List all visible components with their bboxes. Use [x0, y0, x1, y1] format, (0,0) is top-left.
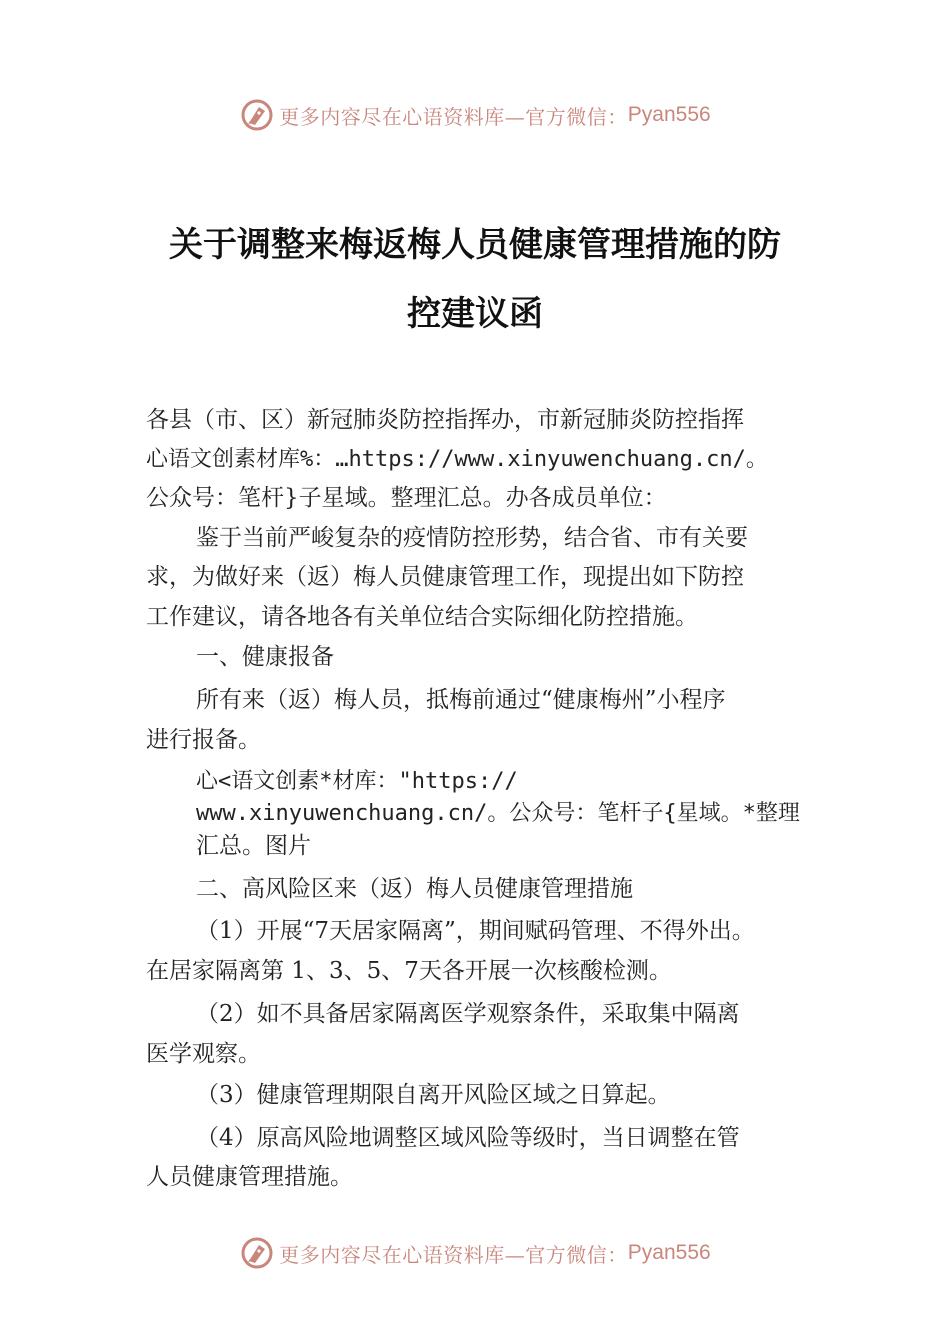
body-line: 工作建议，请各地各有关单位结合实际细化防控措施。 — [146, 604, 698, 630]
body-line: （4）原高风险地调整区域风险等级时，当日调整在管 — [196, 1125, 740, 1151]
body-line: www.xinyuwenchuang.cn/。公众号：笔杆子{星域。*整理 — [196, 801, 800, 826]
body-line: （1）开展“7天居家隔离”，期间赋码管理、不得外出。 — [196, 918, 755, 944]
document-title-line-2: 控建议函 — [407, 294, 543, 334]
body-line: （2）如不具备居家隔离医学观察条件，采取集中隔离 — [196, 1001, 740, 1027]
body-line: 心<语文创素*材库："https:// — [196, 769, 518, 794]
section-heading: 一、健康报备 — [196, 644, 334, 670]
banner-wechat-id: Pyan556 — [627, 103, 711, 126]
body-line: 所有来（返）梅人员，抵梅前通过“健康梅州”小程序 — [196, 687, 726, 713]
body-line: 求，为做好来（返）梅人员健康管理工作，现提出如下防控 — [146, 564, 744, 590]
header-banner — [0, 95, 950, 135]
body-line: （3）健康管理期限自离开风险区域之日算起。 — [196, 1082, 671, 1108]
body-line: 人员健康管理措施。 — [146, 1164, 353, 1190]
body-line: 在居家隔离第 1、3、5、7天各开展一次核酸检测。 — [146, 958, 672, 984]
document-title-line-1: 关于调整来梅返梅人员健康管理措施的防 — [169, 225, 781, 265]
body-line: 心语文创素材库%：…https://www.xinyuwenchuang.cn/。 — [146, 447, 768, 472]
body-line: 公众号：笔杆}子星域。整理汇总。办各成员单位： — [146, 485, 667, 511]
section-heading: 二、高风险区来（返）梅人员健康管理措施 — [196, 876, 633, 902]
banner-text: 更多内容尽在心语资料库—官方微信： — [279, 1242, 628, 1267]
banner-wechat-id: Pyan556 — [627, 1241, 711, 1264]
body-line: 医学观察。 — [146, 1041, 261, 1067]
pen-nib-logo-icon — [239, 1235, 275, 1271]
body-line: 鉴于当前严峻复杂的疫情防控形势，结合省、市有关要 — [196, 525, 748, 551]
footer-banner — [0, 1233, 950, 1273]
body-line: 汇总。图片 — [196, 833, 311, 859]
banner-text: 更多内容尽在心语资料库—官方微信： — [279, 104, 628, 129]
body-line: 各县（市、区）新冠肺炎防控指挥办，市新冠肺炎防控指挥 — [146, 407, 744, 433]
body-line: 进行报备。 — [146, 727, 261, 753]
pen-nib-logo-icon — [239, 97, 275, 133]
